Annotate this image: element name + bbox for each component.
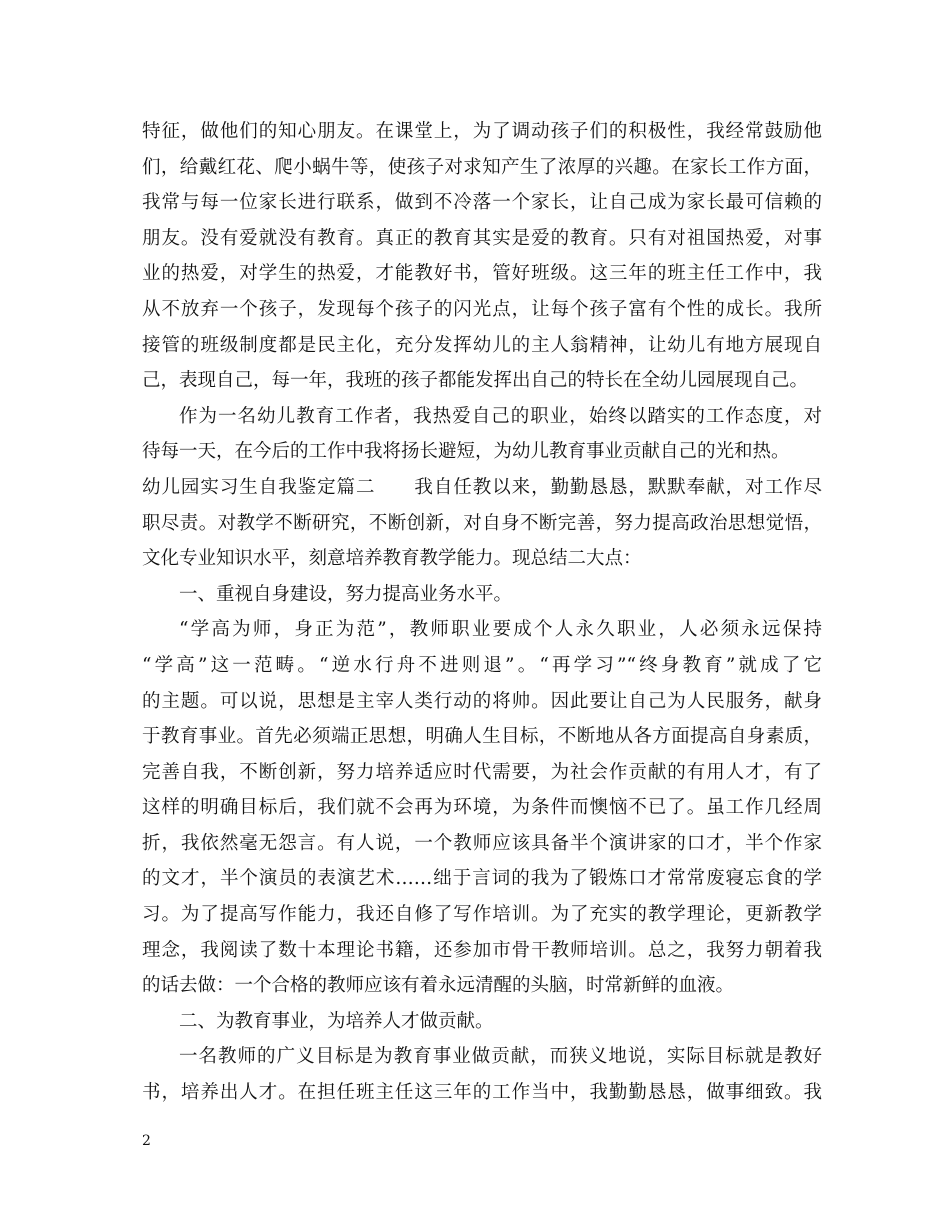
text-line: 一名教师的广义目标是为教育事业做贡献，而狭义地说，实际目标就是教好 <box>179 1046 822 1068</box>
text-line: “学高为师，身正为范”，教师职业要成个人永久职业，人必须永远保持 <box>179 619 822 641</box>
text-line: “学高”这一范畴。“逆水行舟不进则退”。“再学习”“终身教育”就成了它 <box>142 654 822 676</box>
section-heading-2: 二、为教育事业，为培养人才做贡献。 <box>179 1010 494 1032</box>
text-line: 完善自我，不断创新，努力培养适应时代需要，为社会作贡献的有用人才，有了 <box>142 761 822 783</box>
text-line: 理念，我阅读了数十本理论书籍，还参加市骨干教师培训。总之，我努力朝着我 <box>142 939 822 961</box>
text-line: 从不放弃一个孩子，发现每个孩子的闪光点，让每个孩子富有个性的成长。我所 <box>142 298 822 320</box>
text-line: 折，我依然毫无怨言。有人说，一个教师应该具备半个演讲家的口才，半个作家 <box>142 832 822 854</box>
text-line: 们，给戴红花、爬小蜗牛等，使孩子对求知产生了浓厚的兴趣。在家长工作方面， <box>142 156 822 178</box>
text-line: 文化专业知识水平，刻意培养教育教学能力。现总结二大点： <box>142 548 642 570</box>
text-line: 幼儿园实习生自我鉴定篇二 我自任教以来，勤勤恳恳，默默奉献，对工作尽 <box>142 476 822 498</box>
text-line: 的文才，半个演员的表演艺术……绌于言词的我为了锻炼口才常常废寝忘食的学 <box>142 868 822 890</box>
body-text <box>142 114 822 1111</box>
text-line: 这样的明确目标后，我们就不会再为环境，为条件而懊恼不已了。虽工作几经周 <box>142 797 822 819</box>
text-line: 作为一名幼儿教育工作者，我热爱自己的职业，始终以踏实的工作态度，对 <box>179 405 822 427</box>
text-line: 习。为了提高写作能力，我还自修了写作培训。为了充实的教学理论，更新教学 <box>142 904 822 926</box>
section-heading-1: 一、重视自身建设，努力提高业务水平。 <box>179 583 513 605</box>
text-line: 我常与每一位家长进行联系，做到不冷落一个家长，让自己成为家长最可信赖的 <box>142 192 822 214</box>
text-line: 待每一天，在今后的工作中我将扬长避短，为幼儿教育事业贡献自己的光和热。 <box>142 441 790 463</box>
text-line: 书，培养出人才。在担任班主任这三年的工作当中，我勤勤恳恳，做事细致。我 <box>142 1082 822 1104</box>
text-line: 特征，做他们的知心朋友。在课堂上，为了调动孩子们的积极性，我经常鼓励他 <box>142 121 822 142</box>
page-number: 2 <box>142 1133 151 1149</box>
text-line: 接管的班级制度都是民主化，充分发挥幼儿的主人翁精神，让幼儿有地方展现自 <box>142 334 822 356</box>
text-line: 业的热爱，对学生的热爱，才能教好书，管好班级。这三年的班主任工作中，我 <box>142 263 822 285</box>
text-line: 的话去做：一个合格的教师应该有着永远清醒的头脑，时常新鲜的血液。 <box>142 975 735 997</box>
text-line: 于教育事业。首先必须端正思想，明确人生目标，不断地从各方面提高自身素质， <box>142 726 822 748</box>
text-line: 己，表现自己，每一年，我班的孩子都能发挥出自己的特长在全幼儿园展现自己。 <box>142 370 809 392</box>
text-line: 朋友。没有爱就没有教育。真正的教育其实是爱的教育。只有对祖国热爱，对事 <box>142 227 822 249</box>
text-line: 的主题。可以说，思想是主宰人类行动的将帅。因此要让自己为人民服务，献身 <box>142 690 822 712</box>
text-line: 职尽责。对教学不断研究，不断创新，对自身不断完善，努力提高政治思想觉悟， <box>142 512 822 534</box>
